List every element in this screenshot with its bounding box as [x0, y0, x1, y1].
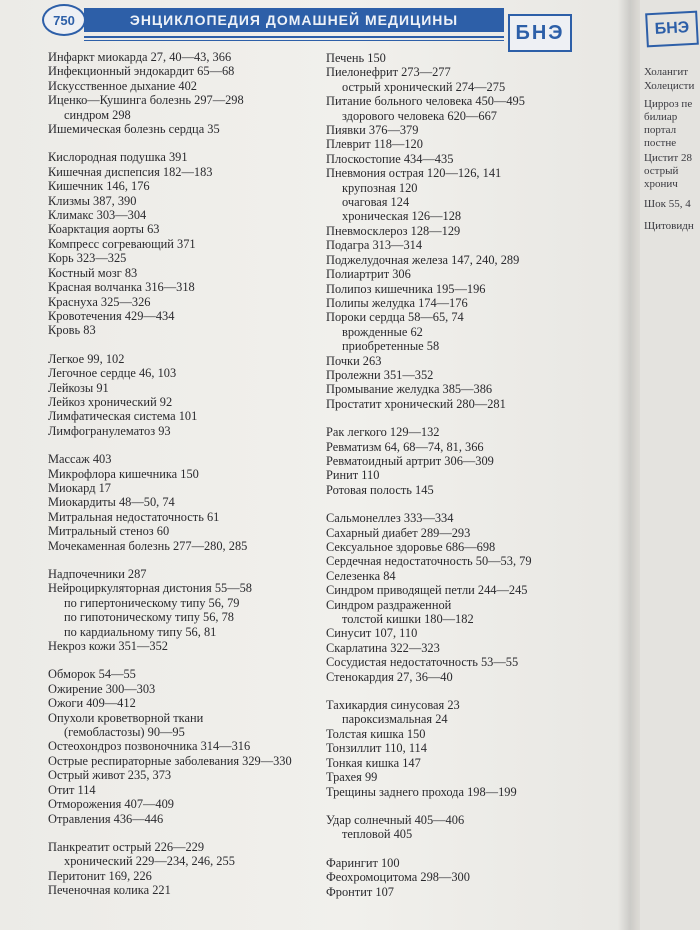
index-entry: Митральный стеноз 60	[48, 524, 170, 539]
letter-group-gap	[48, 653, 292, 667]
index-entry: Климакс 303—304	[48, 208, 147, 223]
index-entry: Феохромоцитома 298—300	[326, 870, 470, 885]
index-entry: Панкреатит острый 226—229	[48, 839, 205, 854]
index-entry: Ревматизм 64, 68—74, 81, 366	[326, 439, 484, 454]
index-entry: Питание больного человека 450—495	[326, 94, 525, 109]
index-entry: Коарктация аорты 63	[48, 222, 160, 237]
letter-group-gap	[326, 411, 532, 425]
index-entry: Некроз кожи 351—352	[48, 639, 168, 654]
index-entry: Стенокардия 27, 36—40	[326, 669, 453, 684]
index-entry: Пневмосклероз 128—129	[326, 223, 461, 238]
index-entry: Подагра 313—314	[326, 238, 423, 253]
index-entry: Печень 150	[326, 51, 386, 65]
index-entry: Ревматоидный артрит 306—309	[326, 453, 494, 468]
index-entry: Ротовая полость 145	[326, 482, 434, 497]
next-page-line: Шок 55, 4	[644, 198, 691, 210]
index-entry: Пневмония острая 120—126, 141	[326, 166, 502, 181]
index-entry: Почки 263	[326, 353, 382, 368]
index-entry: Лимфогранулематоз 93	[48, 423, 171, 438]
index-entry: Кровотечения 429—434	[48, 308, 175, 323]
index-entry: Миокард 17	[48, 480, 111, 495]
letter-group-gap	[48, 553, 292, 567]
index-entry: Отит 114	[48, 782, 96, 797]
index-entry: Перитонит 169, 226	[48, 868, 152, 883]
index-subentry: (гемобластозы) 90—95	[64, 725, 185, 740]
index-entry: Пиявки 376—379	[326, 123, 419, 138]
index-entry: Промывание желудка 385—386	[326, 382, 493, 397]
index-entry: Легкое 99, 102	[48, 351, 125, 366]
index-entry: Полипоз кишечника 195—196	[326, 281, 486, 296]
index-entry: Искусственное дыхание 402	[48, 78, 197, 93]
index-entry: Корь 323—325	[48, 251, 127, 266]
index-subentry: хроническая 126—128	[342, 209, 462, 224]
index-entry: Ишемическая болезнь сердца 35	[48, 122, 220, 137]
header-rule-thin	[84, 40, 504, 41]
index-entry: Массаж 403	[48, 452, 112, 467]
letter-group-gap	[48, 826, 292, 840]
index-entry: Кровь 83	[48, 323, 96, 338]
header-rule	[84, 36, 504, 38]
next-page-line: Цирроз пе	[644, 98, 693, 110]
index-entry: Пролежни 351—352	[326, 367, 434, 382]
index-entry: Толстая кишка 150	[326, 726, 426, 741]
index-subentry: толстой кишки 180—182	[342, 612, 474, 627]
index-column-right	[326, 51, 532, 899]
index-entry: Кишечная диспепсия 182—183	[48, 164, 213, 179]
index-entry: Сосудистая недостаточность 53—55	[326, 655, 519, 670]
index-entry: Ринит 110	[326, 468, 380, 483]
index-entry: Тахикардия синусовая 23	[326, 698, 460, 713]
index-entry: Плоскостопие 434—435	[326, 151, 454, 166]
index-entry: Компресс согревающий 371	[48, 236, 196, 251]
index-entry: Синусит 107, 110	[326, 626, 418, 641]
page-number: 750	[42, 4, 86, 36]
index-subentry: очаговая 124	[342, 195, 410, 210]
letter-group-gap	[326, 684, 532, 698]
index-subentry: по гипертоническому типу 56, 79	[64, 595, 240, 610]
index-subentry: по кардиальному типу 56, 81	[64, 624, 217, 639]
index-entry: Синдром приводящей петли 244—245	[326, 583, 528, 598]
next-page-line: Холангит	[644, 66, 689, 78]
index-subentry: крупозная 120	[342, 180, 418, 195]
index-entry: Миокардиты 48—50, 74	[48, 495, 175, 510]
index-entry: Тонкая кишка 147	[326, 755, 421, 770]
index-entry: Синдром раздраженной	[326, 597, 452, 612]
index-entry: Фарингит 100	[326, 855, 400, 870]
index-entry: Полиартрит 306	[326, 267, 411, 282]
index-entry: Удар солнечный 405—406	[326, 812, 465, 827]
index-entry: Надпочечники 287	[48, 567, 147, 581]
letter-group-gap	[326, 799, 532, 813]
index-subentry: приобретенные 58	[342, 339, 440, 354]
index-entry: Мочекаменная болезнь 277—280, 285	[48, 538, 248, 553]
next-page-line: хронич	[644, 178, 678, 190]
letter-group-gap	[48, 136, 292, 150]
index-entry: Лейкозы 91	[48, 380, 109, 395]
index-column-left	[48, 50, 292, 898]
index-entry: Трещины заднего прохода 198—199	[326, 784, 517, 799]
index-entry: Тонзиллит 110, 114	[326, 741, 427, 756]
index-entry: Микрофлора кишечника 150	[48, 466, 199, 481]
index-entry: Остеохондроз позвоночника 314—316	[48, 739, 251, 754]
index-entry: Острый живот 235, 373	[48, 768, 172, 783]
index-entry: Простатит хронический 280—281	[326, 396, 506, 411]
index-entry: Печеночная колика 221	[48, 883, 171, 898]
index-entry: Пороки сердца 58—65, 74	[326, 310, 464, 325]
index-entry: Селезенка 84	[326, 568, 396, 583]
index-subentry: по гипотоническому типу 56, 78	[64, 610, 234, 625]
index-entry: Фронтит 107	[326, 884, 394, 899]
next-page-line: Цистит 28	[644, 152, 692, 164]
index-subentry: хронический 229—234, 246, 255	[64, 854, 235, 869]
index-entry: Митральная недостаточность 61	[48, 509, 220, 524]
index-entry: Кишечник 146, 176	[48, 179, 150, 194]
next-page-line: билиар	[644, 111, 678, 123]
index-entry: Ожирение 300—303	[48, 681, 156, 696]
publisher-logo-next-page: БНЭ	[645, 11, 699, 48]
next-page-line: портал	[644, 124, 677, 136]
index-entry: Красная волчанка 316—318	[48, 280, 195, 295]
publisher-logo: БНЭ	[508, 14, 572, 52]
index-entry: Краснуха 325—326	[48, 294, 151, 309]
index-subentry: пароксизмальная 24	[342, 712, 448, 727]
letter-group-gap	[326, 842, 532, 856]
index-entry: Инфекционный эндокардит 65—68	[48, 64, 235, 79]
index-entry: Сердечная недостаточность 50—53, 79	[326, 554, 532, 569]
running-header-title: ЭНЦИКЛОПЕДИЯ ДОМАШНЕЙ МЕДИЦИНЫ	[84, 8, 504, 32]
index-entry: Острые респираторные заболевания 329—330	[48, 753, 292, 768]
next-page-line: острый	[644, 165, 679, 177]
index-entry: Скарлатина 322—323	[326, 640, 440, 655]
index-entry: Инфаркт миокарда 27, 40—43, 366	[48, 50, 232, 64]
letter-group-gap	[48, 338, 292, 352]
index-entry: Кислородная подушка 391	[48, 150, 188, 165]
index-entry: Ожоги 409—412	[48, 696, 136, 711]
index-entry: Отравления 436—446	[48, 811, 164, 826]
index-entry: Легочное сердце 46, 103	[48, 366, 177, 381]
index-entry: Рак легкого 129—132	[326, 425, 440, 440]
next-page-line: Холецисти	[644, 80, 695, 92]
index-entry: Сахарный диабет 289—293	[326, 525, 471, 540]
index-entry: Сальмонеллез 333—334	[326, 511, 454, 526]
index-entry: Нейроциркуляторная дистония 55—58	[48, 581, 252, 596]
letter-group-gap	[326, 497, 532, 511]
index-entry: Отморожения 407—409	[48, 797, 174, 812]
index-entry: Полипы желудка 174—176	[326, 295, 468, 310]
index-entry: Плеврит 118—120	[326, 137, 423, 152]
book-gutter	[618, 0, 640, 930]
next-page-line: постне	[644, 137, 677, 149]
index-entry: Костный мозг 83	[48, 265, 138, 280]
index-entry: Обморок 54—55	[48, 667, 136, 682]
index-entry: Опухоли кроветворной ткани	[48, 710, 204, 725]
index-subentry: синдром 298	[64, 107, 131, 122]
next-page-fragment	[640, 0, 700, 930]
index-subentry: острый хронический 274—275	[342, 79, 506, 94]
index-entry: Лимфатическая система 101	[48, 409, 198, 424]
index-entry: Пиелонефрит 273—277	[326, 65, 451, 80]
index-subentry: врожденные 62	[342, 324, 423, 339]
letter-group-gap	[48, 438, 292, 452]
index-entry: Сексуальное здоровье 686—698	[326, 540, 496, 554]
index-entry: Поджелудочная железа 147, 240, 289	[326, 252, 520, 267]
index-subentry: тепловой 405	[342, 827, 413, 842]
index-entry: Лейкоз хронический 92	[48, 394, 173, 409]
index-entry: Трахея 99	[326, 770, 378, 785]
index-entry: Клизмы 387, 390	[48, 193, 137, 208]
next-page-line: Щитовидн	[644, 220, 694, 232]
index-entry: Иценко—Кушинга болезнь 297—298	[48, 93, 244, 108]
index-subentry: здорового человека 620—667	[342, 108, 497, 123]
